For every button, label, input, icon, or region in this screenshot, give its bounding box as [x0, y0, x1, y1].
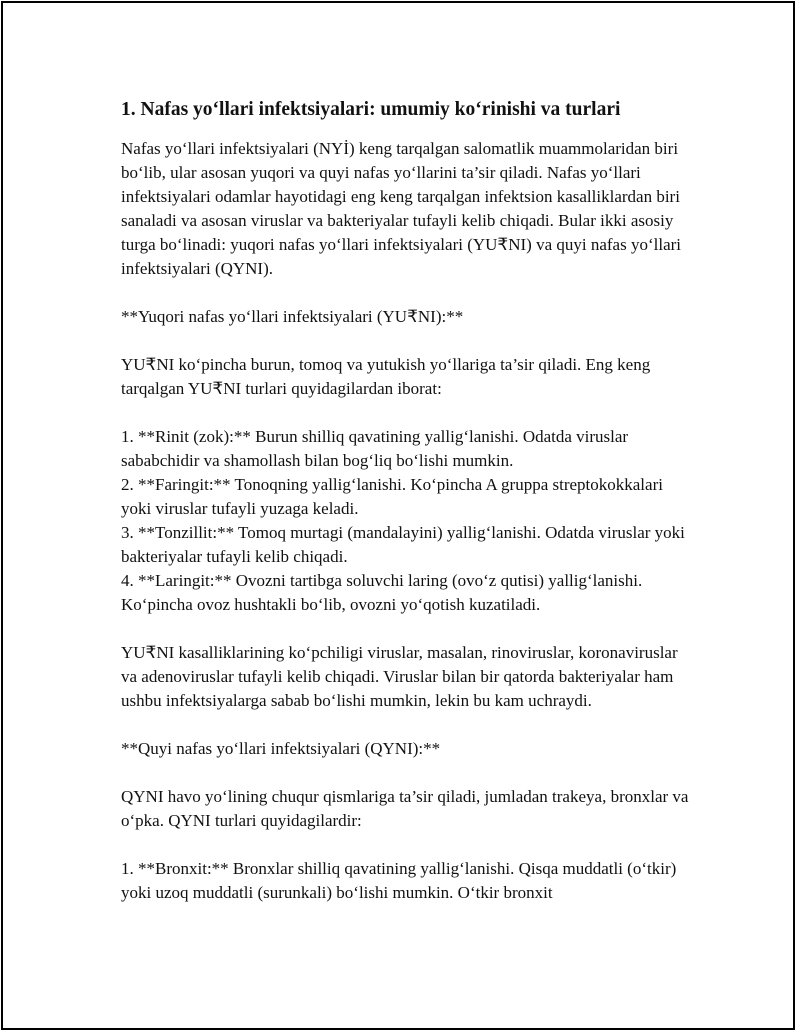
document-body: [121, 98, 691, 929]
upper-section-heading: **Yuqori nafas yo‘llari infektsiyalari (YU₹NI):**: [121, 307, 464, 326]
upper-intro-paragraph: YU₹NI ko‘pincha burun, tomoq va yutukish yo‘llariga ta’sir qiladi. Eng keng tarqalgan YU₹NI turlari quyidagilardan iborat:: [121, 355, 651, 398]
lower-section-heading: **Quyi nafas yo‘llari infektsiyalari (QYNI):**: [121, 739, 441, 758]
list-item-faringit: 2. **Faringit:** Tonoqning yallig‘lanishi. Ko‘pincha A gruppa streptokokkalari yoki viruslar tufayli yuzaga keladi.: [121, 475, 663, 518]
upper-causes-paragraph: YU₹NI kasalliklarining ko‘pchiligi viruslar, masalan, rinoviruslar, koronaviruslar va adenoviruslar tufayli kelib chiqadi. Viruslar bilan bir qatorda bakteriyalar ham ushbu infektsiyalarga sabab bo‘lishi mumkin, lekin bu kam uchraydi.: [121, 643, 678, 710]
list-item-bronxit: 1. **Bronxit:** Bronxlar shilliq qavatining yallig‘lanishi. Qisqa muddatli (o‘tkir) yoki uzoq muddatli (surunkali) bo‘lishi mumkin. O‘tkir bronxit: [121, 859, 677, 902]
list-item-rinit: 1. **Rinit (zok):** Burun shilliq qavatining yallig‘lanishi. Odatda viruslar sababchidir va shamollash bilan bog‘liq bo‘lishi mumkin.: [121, 427, 629, 470]
document-title: 1. Nafas yo‘llari infektsiyalari: umumiy ko‘rinishi va turlari: [121, 99, 621, 120]
lower-intro-paragraph: QYNI havo yo‘lining chuqur qismlariga ta’sir qiladi, jumladan trakeya, bronxlar va o‘pka. QYNI turlari quyidagilardir:: [121, 787, 689, 830]
intro-paragraph: Nafas yo‘llari infektsiyalari (NYİ) keng tarqalgan salomatlik muammolaridan biri bo‘lib, ular asosan yuqori va quyi nafas yo‘llarini ta’sir qiladi. Nafas yo‘llari infektsiyalari odamlar hayotidagi eng keng tarqalgan infektsion kasalliklardan biri sanaladi va asosan viruslar va bakteriyalar tufayli kelib chiqadi. Bular ikki asosiy turga bo‘linadi: yuqori nafas yo‘llari infektsiyalari (YU₹NI) va quyi nafas yo‘llari infektsiyalari (QYNI).: [121, 139, 682, 278]
list-item-tonzillit: 3. **Tonzillit:** Tomoq murtagi (mandalayini) yallig‘lanishi. Odatda viruslar yoki bakteriyalar tufayli kelib chiqadi.: [121, 523, 685, 566]
lower-types-list: [121, 857, 691, 905]
list-item-laringit: 4. **Laringit:** Ovozni tartibga soluvchi laring (ovo‘z qutisi) yallig‘lanishi. Ko‘pincha ovoz hushtakli bo‘lib, ovozni yo‘qotish kuzatiladi.: [121, 571, 643, 614]
document-page: [1, 1, 795, 1030]
upper-types-list: [121, 425, 691, 617]
